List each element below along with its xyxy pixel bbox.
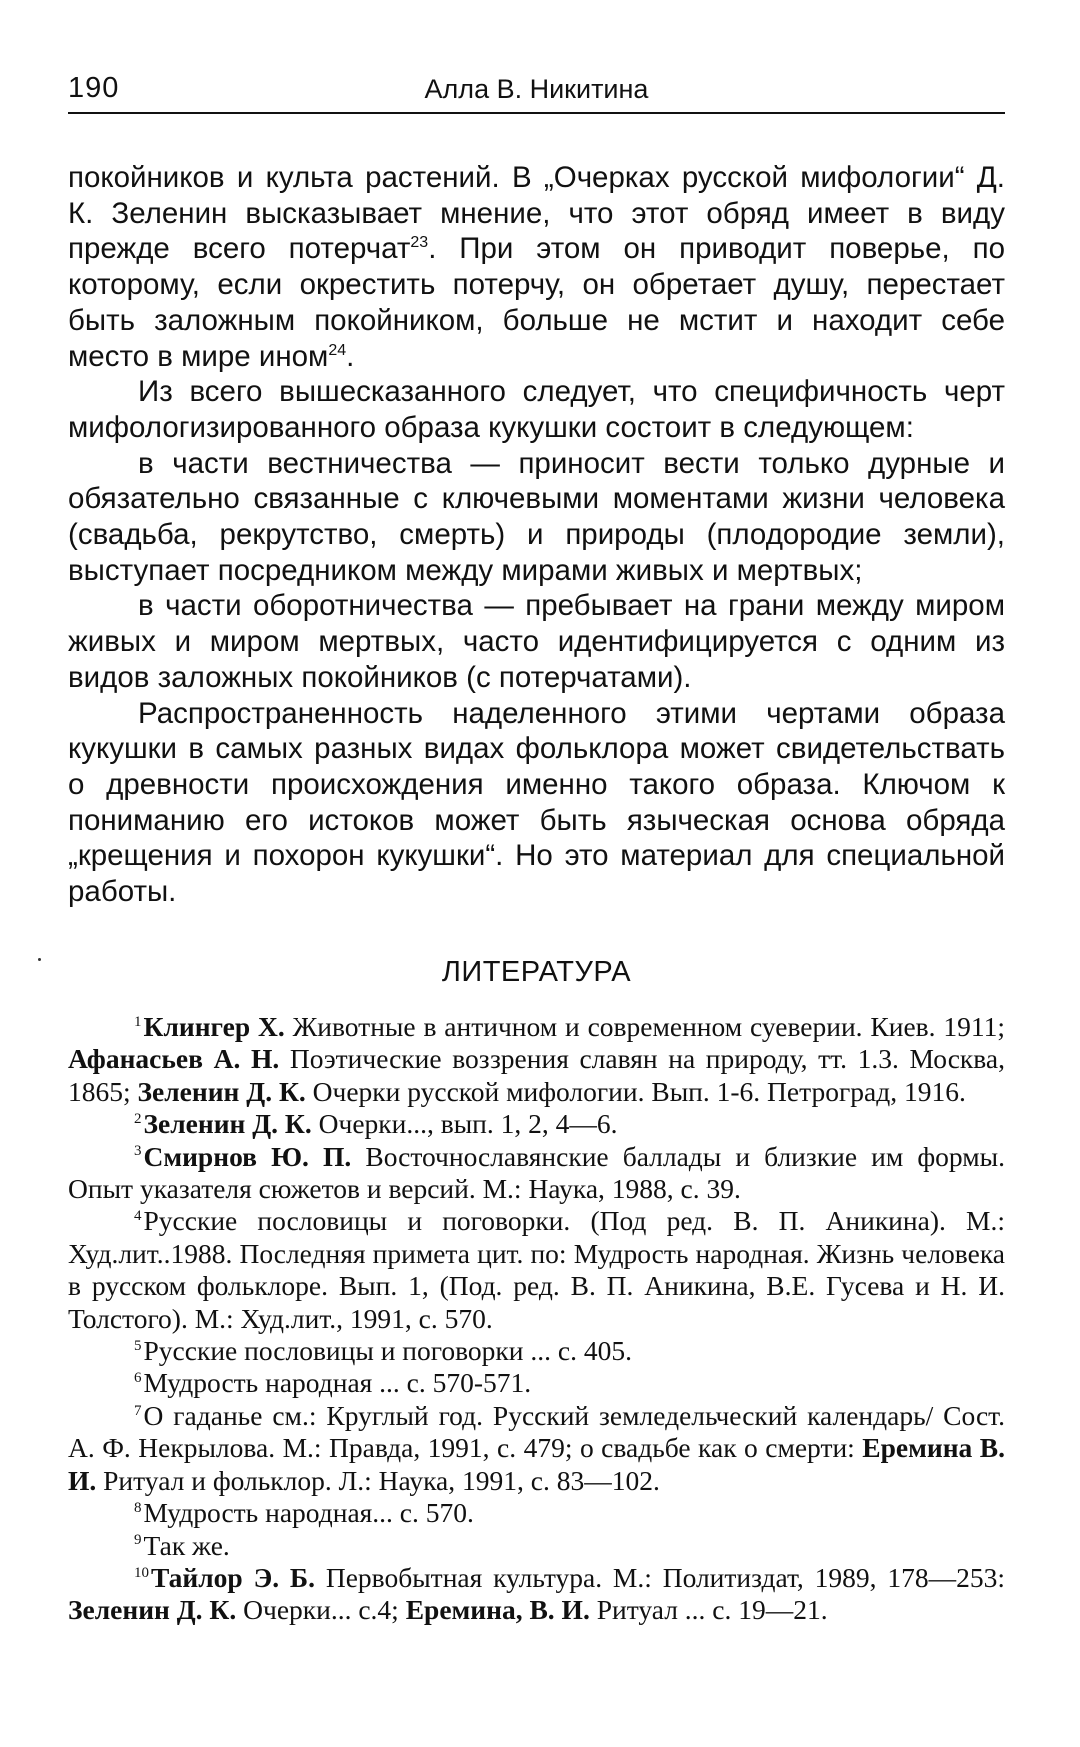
running-title: Алла В. Никитина xyxy=(424,74,649,104)
reference-number: 9 xyxy=(134,1532,142,1549)
reference-text: Ритуал ... с. 19—21. xyxy=(589,1594,828,1626)
main-text xyxy=(68,160,1005,910)
reference-author: Тайлор Э. Б. xyxy=(151,1561,315,1593)
reference-item xyxy=(68,1530,1005,1562)
reference-author: Еремина, В. И. xyxy=(405,1594,590,1626)
reference-text: Мудрость народная ... с. 570-571. xyxy=(143,1367,532,1399)
reference-number: 8 xyxy=(134,1499,142,1516)
reference-list xyxy=(68,1011,1005,1627)
paragraph-1-text-c: . xyxy=(346,339,355,373)
reference-text: Мудрость народная... с. 570. xyxy=(143,1497,474,1529)
paragraph-1-text-a: покойников и культа растений. В „Очерках русской мифологии“ Д. К. Зеленин высказывает мнение, что этот обряд имеет в виду прежде всего потерчат xyxy=(68,161,1005,266)
page-number: 190 xyxy=(68,72,120,104)
reference-author: Клингер Х. xyxy=(143,1011,285,1042)
paragraph-2: Из всего вышесказанного следует, что специфичность черт мифологизированного образа кукушки состоит в следующем: xyxy=(68,375,1005,444)
reference-item xyxy=(68,1205,1005,1335)
reference-text: Восточнославянские баллады и близкие им формы. Опыт указателя сюжетов и версий. М.: Наука, 1988, с. 39. xyxy=(68,1140,1005,1205)
reference-number: 7 xyxy=(134,1402,142,1419)
reference-text: О гаданье см.: Круглый год. Русский земледельческий календарь/ Сост. А. Ф. Некрылова. М.: Правда, 1991, с. 479; о свадьбе как о смерти: xyxy=(68,1399,1005,1464)
reference-number: 10 xyxy=(134,1564,149,1581)
reference-number: 5 xyxy=(134,1337,142,1354)
reference-author: Еремина В. И. xyxy=(68,1432,1005,1496)
reference-item xyxy=(68,1562,1005,1627)
reference-text: Первобытная культура. М.: Политиздат, 1989, 178—253: xyxy=(315,1561,1006,1593)
reference-author: Афанасьев А. Н. xyxy=(68,1043,280,1075)
reference-text: Очерки русской мифологии. Вып. 1-6. Петроград, 1916. xyxy=(305,1075,966,1107)
footnote-ref-24: 24 xyxy=(328,341,347,359)
reference-author: Зеленин Д. К. xyxy=(143,1108,312,1140)
reference-item xyxy=(68,1367,1005,1399)
reference-author: Зеленин Д. К. xyxy=(137,1075,306,1107)
print-speck xyxy=(38,958,41,961)
footnote-ref-23: 23 xyxy=(410,234,429,252)
page-header xyxy=(68,72,1005,114)
reference-text: Животные в античном и современном суеверии. Киев. 1911; xyxy=(284,1011,1005,1042)
reference-number: 1 xyxy=(134,1013,142,1030)
paragraph-1 xyxy=(68,160,1005,374)
reference-item xyxy=(68,1497,1005,1529)
reference-author: Зеленин Д. К. xyxy=(68,1594,237,1626)
reference-author: Смирнов Ю. П. xyxy=(143,1140,352,1172)
reference-item xyxy=(68,1011,1005,1108)
reference-item xyxy=(68,1108,1005,1140)
reference-number: 2 xyxy=(134,1111,142,1128)
reference-item xyxy=(68,1400,1005,1497)
paragraph-3: в части вестничества — приносит вести только дурные и обязательно связанные с ключевыми моментами жизни человека (свадьба, рекрутство, смерть) и природы (плодородие земли), выступает посредником между мирами живых и мертвых; xyxy=(68,446,1005,587)
paragraph-5: Распространенность наделенного этими чертами образа кукушки в самых разных видах фольклора может свидетельствать о древности происхождения именно такого образа. Ключом к пониманию его истоков может быть языческая основа обряда „крещения и похорон кукушки“. Но это материал для специальной работы. xyxy=(68,696,1005,909)
reference-text: Очерки..., вып. 1, 2, 4—6. xyxy=(311,1108,618,1140)
reference-number: 4 xyxy=(134,1208,142,1225)
reference-number: 3 xyxy=(134,1143,142,1160)
reference-text: Поэтические воззрения славян на природу, тт. 1.3. Москва, 1865; xyxy=(68,1043,1005,1107)
reference-item xyxy=(68,1141,1005,1206)
paragraph-1-text-b: . При этом он приводит поверье, по которому, если окрестить потерчу, он обретает душу, перестает быть заложным покойником, больше не мстит и находит себе место в мире ином xyxy=(68,232,1006,373)
reference-text: Так же. xyxy=(143,1529,230,1561)
reference-text: Очерки... с.4; xyxy=(236,1594,406,1626)
reference-text: Русские пословицы и поговорки. (Под ред. В. П. Аникина). М.: Худ.лит..1988. Последняя примета цит. по: Мудрость народная. Жизнь человека в русском фольклоре. Вып. 1, (Под. ред. В. П. Аникина, В.Е. Гусева и Н. И. Толстого). М.: Худ.лит., 1991, с. 570. xyxy=(68,1205,1005,1334)
literature-heading: ЛИТЕРАТУРА xyxy=(441,956,632,988)
reference-item xyxy=(68,1335,1005,1367)
reference-text: Ритуал и фольклор. Л.: Наука, 1991, с. 83—102. xyxy=(96,1464,660,1496)
reference-number: 6 xyxy=(134,1370,142,1387)
paragraph-4: в части оборотничества — пребывает на грани между миром живых и миром мертвых, часто идентифицируется с одним из видов заложных покойников (с потерчатами). xyxy=(68,589,1005,694)
reference-text: Русские пословицы и поговорки ... с. 405. xyxy=(143,1335,632,1367)
